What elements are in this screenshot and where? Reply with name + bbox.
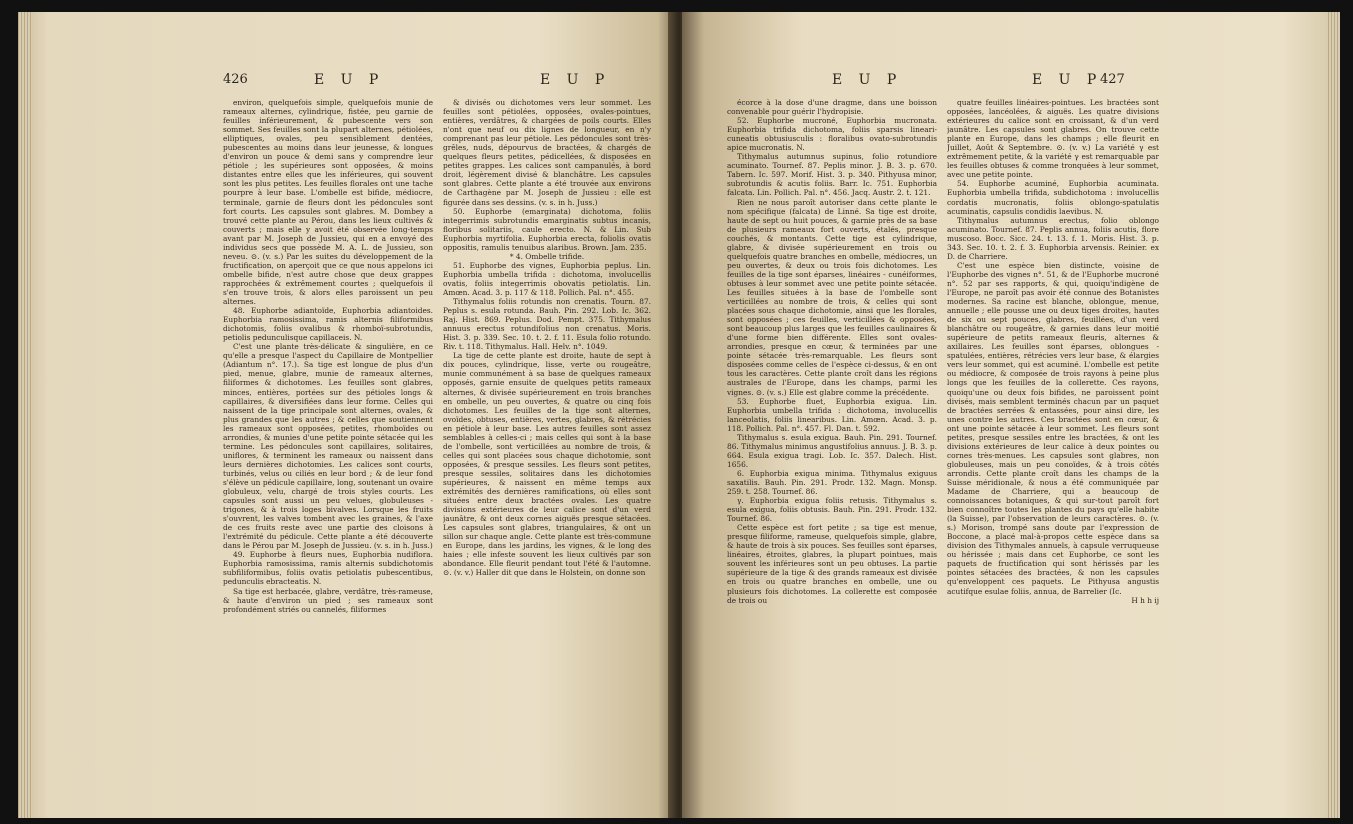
left-header-left: E U P	[314, 72, 385, 88]
paragraph: écorce à la dose d'une dragme, dans une boisson convenable pour guérir l'hydropisie.	[727, 98, 937, 117]
paragraph: 49. Euphorbe à fleurs nues, Euphorbia nudiflora. Euphorbia ramosissima, ramis alternis subdichotomis subfiliformibus, foliis ovatis petiolatis pubescentibus, pedunculis ebracteatis. N.	[223, 550, 433, 587]
right-header-left: E U P	[832, 72, 903, 88]
paragraph: 51. Euphorbe des vignes, Euphorbia peplus. Lin. Euphorbia umbella trifida : dichotoma, involucellis ovatis, foliis integerrimis obovatis petiolatis. Lin. Amœn. Acad. 3. p. 117 & 118. Pollich. Pal. n°. 455.	[443, 260, 651, 297]
paragraph: 50. Euphorbe (emarginata) dichotoma, foliis integerrimis subrotundis emarginatis subtus incanis, floribus solitariis, caule erecto. N. & Lin. Sub Euphorbia myrtifolia. Euphorbia erecta, foliolis ovatis oppositis, ramulis tenuibus alaribus. Brown. Jam. 235.	[443, 206, 651, 252]
right-column-1	[727, 98, 937, 788]
right-page-edge	[1326, 12, 1340, 818]
paragraph: Tithymalus s. esula exigua. Bauh. Pin. 291. Tournef. 86. Tithymalus minimus angustifolius annuus. J. B. 3. p. 664. Esula exigua tragi. Lob. Ic. 357. Dalech. Hist. 1656.	[727, 432, 937, 469]
page-number-left: 426	[223, 72, 248, 87]
paragraph: C'est une plante très-délicate & singulière, en ce qu'elle a presque l'aspect du Capillaire de Montpellier (Adiantum n°. 17.). Sa tige est longue de plus d'un pied, menue, glabre, munie de rameaux alternes, filiformes & dichotomes. Les feuilles sont glabres, minces, entières, portées sur des pétioles longs & capillaires, & diversifiées dans leur forme. Celles qui naissent de la tige principale sont alternes, ovales, & plus grandes que les autres ; & celles que soutiennent les rameaux sont opposées, petites, rhomboïdes ou arrondies, & munies d'une petite pointe sétacée qui les termine. Les pédoncules sont capillaires, solitaires, uniflores, & terminent les rameaux ou naissent dans leurs dernières dichotomies. Les calices sont courts, turbinés, velus ou ciliés en leur bord ; & de leur fond s'élève un pédicule capillaire, long, soutenant un ovaire globuleux, velu, chargé de trois styles courts. Les capsules sont aussi un peu velues, globuleuses - trigones, & à trois loges bivalves. Lorsque les fruits s'ouvrent, les valves tombent avec les graines, & l'axe de ces fruits reste avec une partie des cloisons à l'extrémité du pédicule. Cette plante a été découverte dans le Pérou par M. Joseph de Jussieu. (v. s. in h. Juss.)	[223, 342, 433, 551]
right-running-head	[682, 72, 1340, 94]
paragraph: Tithymalus foliis rotundis non crenatis. Tourn. 87. Peplus s. esula rotunda. Bauh. Pin. 292. Lob. Ic. 362. Raj. Hist. 869. Peplus. Dod. Pempt. 375. Tithymalus annuus erectus rotundifolius non crenatus. Moris. Hist. 3. p. 339. Sec. 10. t. 2. f. 11. Esula folio rotundo. Riv. t. 118. Tithymalus. Hall. Helv. n°. 1049.	[443, 297, 651, 352]
paragraph: Cette espèce est fort petite ; sa tige est menue, presque filiforme, rameuse, quelquefois simple, glabre, & haute de trois à six pouces. Ses feuilles sont éparses, linéaires, étroites, glabres, la plupart pointues, mais souvent les inférieures sont un peu obtuses. La partie supérieure de la tige & des grands rameaux est divisée en trois ou quatre branches en ombelle, une ou plusieurs fois dichotomes. La collerette est composée de trois ou	[727, 523, 937, 605]
paragraph: La tige de cette plante est droite, haute de sept à dix pouces, cylindrique, lisse, verte ou rougeâtre, munie communément à sa base de quelques rameaux opposés, garnie ensuite de quelques petits rameaux alternes, & divisée supérieurement en trois branches en ombelle, un peu ouvertes, & quatre ou cinq fois dichotomes. Les feuilles de la tige sont alternes, ovoïdes, obtuses, entières, vertes, glabres, & rétrécies en pétiole à leur base. Les autres feuilles sont assez semblables à celles-ci ; mais celles qui sont à la base de l'ombelle, sont verticillées au nombre de trois, & celles qui sont placées sous chaque dichotomie, sont opposées, & presque sessiles. Les fleurs sont petites, presque sessiles, solitaires dans les dichotomies supérieures, & naissent en même temps aux extrémités des dernières ramifications, où elles sont situées entre deux bractées ovales. Les quatre divisions extérieures de leur calice sont d'un verd jaunâtre, & ont deux cornes aiguës presque sétacées. Les capsules sont glabres, triangulaires, & ont un sillon sur chaque angle. Cette plante est très-commune en Europe, dans les jardins, les vignes, & le long des haies ; elle infeste souvent les lieux cultivés par son abondance. Elle fleurit pendant tout l'été & l'automne. ⊙. (v. v.) Haller dit que dans le Holstein, on donne son	[443, 351, 651, 578]
paragraph: 52. Euphorbe mucroné, Euphorbia mucronata. Euphorbia trifida dichotoma, foliis sparsis lineari-cuneatis obtusiusculis : floralibus ovato-subrotundis apice mucronatis. N.	[727, 116, 937, 153]
paragraph: Tithymalus autumnus erectus, folio oblongo acuminato. Tournef. 87. Peplis annua, foliis acutis, flore muscoso. Bocc. Sicc. 24. t. 13. f. 1. Moris. Hist. 3. p. 343. Sec. 10. t. 2. f. 3. Euphorbia arvensis. Reinier. ex D. de Charriere.	[947, 215, 1159, 261]
paragraph: environ, quelquefois simple, quelquefois munie de rameaux alternes, cylindrique, fistée, peu garnie de feuilles inférieurement, & pubescente vers son sommet. Ses feuilles sont la plupart alternes, pétiolées, elliptiques, ovales, peu sensiblement dentées, pubescentes au moins dans leur jeunesse, & longues d'environ un pouce & demi sans y comprendre leur pétiole ; les supérieures sont opposées, & moins distantes entre elles que les inférieures, qui souvent sont les plus petites. Les feuilles florales ont une tache pourpre à leur base. L'ombelle est bifide, médiocre, terminale, garnie de fleurs dont les pédoncules sont fort courts. Les capsules sont glabres. M. Dombey a trouvé cette plante au Pérou, dans les lieux cultivés & couverts ; mais elle y avoit été observée long-temps avant par M. Joseph de Jussieu, qui en a envoyé des individus secs que possède M. A. L. de Jussieu, son neveu. ⊙. (v. s.) Par les suites du développement de la fructification, on aperçoit que ce que nous appelons ici ombelle bifide, n'est autre chose que deux grappes rapprochées & extrêmement courtes ; quelquefois il s'en trouve trois, & alors elles paroissent un peu alternes.	[223, 98, 433, 307]
right-page	[682, 12, 1340, 818]
left-page-edge	[18, 12, 32, 818]
paragraph: γ. Euphorbia exigua foliis retusis. Tithymalus s. esula exigua, foliis obtusis. Bauh. Pin. 291. Prodr. 132. Tournef. 86.	[727, 496, 937, 524]
paragraph: C'est une espèce bien distincte, voisine de l'Euphorbe des vignes n°. 51, & de l'Euphorbe mucroné n°. 52 par ses rapports, & qui, quoiqu'indigène de l'Europe, ne paroît pas avoir été connue des Botanistes modernes. Sa racine est blanche, oblongue, menue, annuelle ; elle pousse une ou deux tiges droites, hautes de six ou sept pouces, glabres, feuillées, d'un verd blanchâtre ou rougeâtre, & garnies dans leur moitié supérieure de petits rameaux fleuris, alternes & axillaires. Les feuilles sont éparses, oblongues - spatulées, entières, rétrécies vers leur base, & élargies vers leur sommet, qui est acuminé. L'ombelle est petite ou médiocre, & composée de trois rayons à peine plus longs que les feuilles de la collerette. Ces rayons, quoiqu'une ou deux fois bifides, ne paroissent point divisés, mais semblent terminés chacun par un paquet de bractées serrées & entassées, pour ainsi dire, les unes contre les autres. Ces bractées sont en cœur, & ont une pointe sétacée à leur sommet. Les fleurs sont petites, presque sessiles entre les bractées, & ont les divisions extérieures de leur calice à deux pointes ou cornes très-menues. Les capsules sont glabres, non globuleuses, mais un peu conoïdes, & à trois côtés arrondis. Cette plante croît dans les champs de la Suisse méridionale, & nous a été communiquée par Madame de Charriere, qui a beaucoup de connoissances botaniques, & qui sur-tout paroît fort bien connoître toutes les plantes du pays qu'elle habite (la Suisse), par l'observation de leurs caractères. ⊙. (v. s.) Morison, trompé sans doute par l'expression de Boccone, a placé mal-à-propos cette espèce dans sa division des Tithymales annuels, à capsule verruqueuse ou hérissée ; mais dans cet Euphorbe, ce sont les paquets de fructification qui sont hérissés par les pointes sétacées des bractées, & non les capsules qu'enveloppent ces paquets. Le Pithyusa angustis acutifque esulae foliis, annua, de Barrelier (Ic.	[947, 260, 1159, 596]
paragraph: 53. Euphorbe fluet, Euphorbia exigua. Lin. Euphorbia umbella trifida : dichotoma, involucellis lanceolatis, foliis linearibus. Lin. Amœn. Acad. 3. p. 118. Pollich. Pal. n°. 457. Fl. Dan. t. 592.	[727, 396, 937, 433]
left-running-head	[18, 72, 676, 94]
left-column-1	[223, 98, 433, 788]
right-column-2	[947, 98, 1159, 788]
right-header-right: E U P	[1032, 72, 1103, 88]
paragraph: 54. Euphorbe acuminé, Euphorbia acuminata. Euphorbia umbella trifida, subdichotoma : involucellis cordatis mucronatis, foliis oblongo-spatulatis acuminatis, capsulis condidis laevibus. N.	[947, 179, 1159, 216]
section-heading: * 4. Ombelle trifide.	[509, 251, 585, 261]
paragraph: & divisés ou dichotomes vers leur sommet. Les feuilles sont pétiolées, opposées, ovales-pointues, entières, verdâtres, & chargées de poils courts. Elles n'ont que neuf ou dix lignes de longueur, en n'y comprenant pas leur pétiole. Les pédoncules sont très-grêles, nuds, dépourvus de bractées, & chargés de quelques fleurs petites, pédicellées, & disposées en petites grappes. Les calices sont campanulés, à bord droit, légèrement divisé & blanchâtre. Les capsules sont glabres. Cette plante a été trouvée aux environs de Carthagène par M. Joseph de Jussieu : elle est figurée dans ses dessins. (v. s. in h. Juss.)	[443, 98, 651, 207]
paragraph: Tithymalus autumnus supinus, folio rotundiore acuminato. Tournef. 87. Peplis minor. J. B. 3. p. 670. Tabern. Ic. 597. Morif. Hist. 3. p. 340. Pithyusa minor, subrotundis & acutis foliis. Barr. Ic. 751. Euphorbia falcata. Lin. Pollich. Pal. n°. 456. Jacq. Austr. 2. t. 121.	[727, 152, 937, 198]
left-header-right: E U P	[540, 72, 611, 88]
paragraph: 6. Euphorbia exigua minima. Tithymalus exiguus saxatilis. Bauh. Pin. 291. Prodr. 132. Magn. Monsp. 259. t. 258. Tournef. 86.	[727, 468, 937, 497]
book-spread	[18, 12, 1340, 818]
paragraph: Sa tige est herbacée, glabre, verdâtre, très-rameuse, & haute d'environ un pied ; ses rameaux sont profondément striés ou cannelés, filiformes	[223, 586, 433, 614]
paragraph: Rien ne nous paroît autoriser dans cette plante le nom spécifique (falcata) de Linné. Sa tige est droite, haute de sept ou huit pouces, & garnie près de sa base de plusieurs rameaux fort ouverts, étalés, presque couchés, & montants. Cette tige est cylindrique, glabre, & divisée supérieurement en trois ou quelquefois quatre branches en ombelle, médiocres, un peu ouvertes, & deux ou trois fois dichotomes. Les feuilles de la tige sont éparses, linéaires - cunéiformes, obtuses à leur sommet avec une petite pointe sétacée. Les feuilles situées à la base de l'ombelle sont verticillées au nombre de trois, & celles qui sont placées sous chaque dichotomie, ainsi que les florales, sont opposées ; ces feuilles, verticillées & opposées, sont beaucoup plus larges que les feuilles caulinaires & d'une forme bien différente. Elles sont ovales-arrondies, presque en cœur, & terminées par une pointe sétacée très-remarquable. Les fleurs sont disposées comme celles de l'espèce ci-dessus, & en ont tous les caractères. Cette plante croît dans les régions australes de l'Europe, dans les champs, parmi les vignes. ⊙. (v. s.) Elle est glabre comme la précédente.	[727, 197, 937, 397]
paragraph: quatre feuilles linéaires-pointues. Les bractées sont opposées, lancéolées, & aiguës. Les quatre divisions extérieures du calice sont en croissant, & d'un verd jaunâtre. Les capsules sont glabres. On trouve cette plante en Europe, dans les champs ; elle fleurit en Juillet, Août & Septembre. ⊙. (v. v.) La variété γ est extrêmement petite, & la variété γ est remarquable par les feuilles obtuses & comme tronquées à leur sommet, avec une petite pointe.	[947, 98, 1159, 180]
left-page	[18, 12, 676, 818]
paragraph: 48. Euphorbe adiantoïde, Euphorbia adiantoides. Euphorbia ramosissima, ramis alternis filiformibus dichotomis, foliis ovalibus & rhomboï-subrotundis, petiolis pedunculisque capillaceis. N.	[223, 306, 433, 343]
signature-mark: H h h ij	[1131, 595, 1159, 605]
left-column-2	[443, 98, 651, 788]
page-number-right: 427	[1100, 72, 1125, 87]
